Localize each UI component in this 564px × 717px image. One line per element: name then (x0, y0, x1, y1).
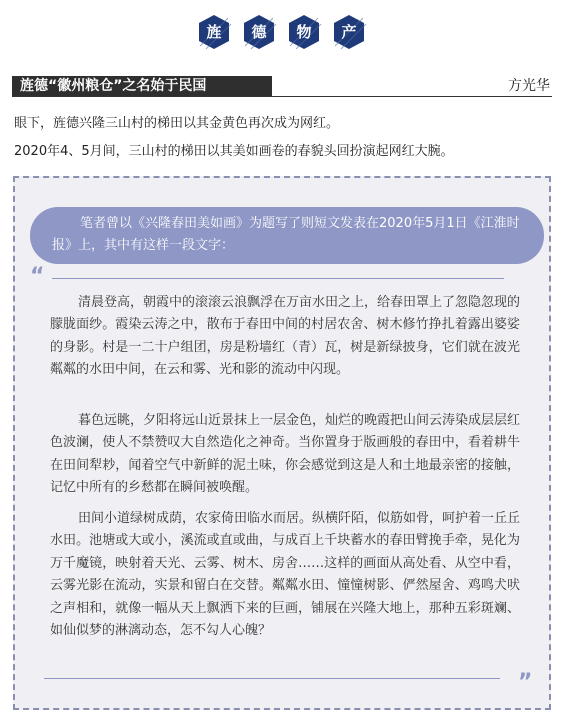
brand-char-3: 物 (296, 23, 312, 41)
brand-char-2: 德 (251, 23, 267, 41)
brand-badge-4 (331, 14, 367, 50)
article-author: 方光华 (508, 78, 550, 94)
open-quote-icon: “ (30, 264, 45, 289)
quote-bottom-rule (44, 678, 500, 679)
brand-char-4: 产 (341, 23, 357, 41)
brand-header (0, 10, 564, 54)
title-divider (12, 96, 552, 97)
quote-paragraph-1: 清晨登高，朝霞中的滚滚云浪飘浮在万亩水田之上，给春田罩上了忽隐忽现的朦胧面纱。霞染云涛之中，散布于春田中间的村居农舍、树木修竹挣扎着露出婆娑的身影。村是一二十户组团，房是粉墙红（青）瓦，树是新绿披身，它们就在波光粼粼的水田中间，在云和雾、光和影的流动中闪现。 (50, 295, 521, 378)
brand-badges (196, 10, 368, 54)
intro-paragraph-1: 眼下，旌德兴隆三山村的梯田以其金黄色再次成为网红。 (14, 116, 340, 131)
quote-top-rule (52, 278, 504, 279)
brand-badge-2 (241, 14, 277, 50)
quote-paragraph-3: 田间小道绿树成荫，农家倚田临水而居。纵横阡陌，似筋如骨，呵护着一丘丘水田。池塘或大或小，溪流或直或曲，与成百上千块蓄水的春田臂挽手牵，晃化为万千魔镜，映射着天光、云雾、树木、房舍……这样的画面从高处看、从空中看，云雾光影在流动，实景和留白在交替。粼粼水田、憧憧树影、俨然屋舍、鸡鸣犬吠之声相和，就像一幅从天上飘洒下来的巨画，铺展在兴隆大地上，那种五彩斑斓、如仙似梦的淋漓动态，怎不勾人心魄？ (50, 511, 521, 639)
brand-badge-3 (286, 14, 322, 50)
quote-lead-text: 笔者曾以《兴隆春田美如画》为题写了则短文发表在2020年5月1日《江淮时报》上，其中有这样一段文字： (52, 216, 520, 253)
quote-paragraph-2: 暮色远眺，夕阳将远山近景抹上一层金色，灿烂的晚霞把山间云涛染成层层红色波澜，使人不禁赞叹大自然造化之神奇。当你置身于版画般的春田中，看着耕牛在田间犁耖，闻着空气中新鲜的泥土味，你会感觉到这是人和土地最亲密的接触，记忆中所有的乡愁都在瞬间被唤醒。 (50, 413, 521, 496)
close-quote-icon: ” (518, 670, 533, 695)
quote-lead-banner (30, 207, 544, 264)
brand-badge-1 (196, 14, 232, 50)
brand-char-1: 旌 (206, 23, 222, 41)
intro-paragraph-2: 2020年4、5月间，三山村的梯田以其美如画卷的春貌头回扮演起网红大腕。 (14, 144, 454, 159)
article-title: 旌德“徽州粮仓”之名始于民国 (12, 76, 272, 96)
